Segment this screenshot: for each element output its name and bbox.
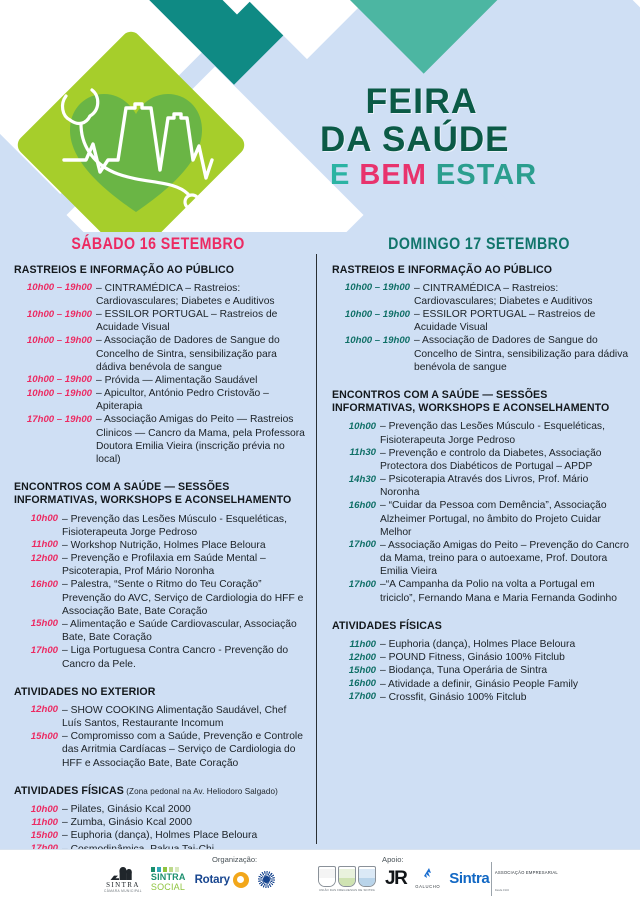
entry-time: 10h00 – 19h00 [26, 334, 92, 346]
schedule-entry [14, 730, 308, 770]
entry-time: 15h00 [30, 829, 58, 841]
entry-time: 11h00 [31, 539, 58, 551]
schedule-entry [332, 447, 630, 473]
sintra-palace-icon [110, 866, 136, 882]
schedule-entry [14, 829, 308, 842]
entry-description: – Associação Amigas do Peito — Rastreios Clinicos — Cancro da Mama, pela Professora Doutora Emilia Vieira (inscrição prévia no local) [96, 414, 305, 465]
entry-time: 10h00 – 19h00 [344, 334, 410, 346]
schedule-entry [332, 691, 630, 704]
galucho-mark-icon [421, 868, 435, 884]
entry-description: – Prevenção e controlo da Diabetes, Associação Protectora dos Diabéticos de Portugal – APDP [380, 447, 602, 472]
logo-rotary [195, 872, 249, 888]
entry-description: –“A Campanha da Polio na volta a Portugal em triciclo”, Fernando Mana e Maria Fernanda Godinho [380, 579, 617, 604]
crest-row [318, 866, 376, 887]
entry-time: 10h00 – 19h00 [344, 282, 410, 294]
entry-time: 15h00 [30, 618, 58, 630]
footer [0, 849, 640, 906]
galucho-text: GALUCHO [415, 884, 441, 890]
schedule-entry [14, 513, 308, 539]
schedule-entry [332, 499, 630, 539]
entry-time: 10h00 [30, 513, 58, 525]
saturday-heading: SÁBADO 16 SETEMBRO [71, 235, 245, 253]
schedule-entry [14, 552, 308, 578]
schedule-entry [332, 638, 630, 651]
logo-galucho [415, 868, 440, 889]
sunday-heading: DOMINGO 17 SETEMBRO [388, 235, 570, 253]
schedule-entry [332, 664, 630, 677]
entry-description: – Workshop Nutrição, Holmes Place Beloura [62, 539, 266, 551]
logo-jr [385, 868, 406, 890]
schedule-entry [332, 334, 630, 374]
schedule-entry [14, 413, 308, 466]
sintra-empresarial-subtext [491, 862, 558, 896]
entry-description: – POUND Fitness, Ginásio 100% Fitclub [380, 652, 565, 664]
schedule-entry [14, 282, 308, 308]
entry-description: – Prevenção das Lesões Músculo - Esqueléticas, Fisioterapeuta Jorge Pedroso [380, 421, 605, 446]
schedule-entry [14, 334, 308, 374]
logo-rotaract-burst [258, 871, 275, 888]
entry-time: 16h00 [348, 678, 376, 690]
starburst-icon [258, 871, 275, 888]
saturday-column [0, 232, 316, 856]
column-divider [316, 254, 317, 844]
entry-description: – Associação de Dadores de Sangue do Concelho de Sintra, sensibilização para dádiva benévola de sangue [96, 335, 280, 373]
entry-time: 15h00 [30, 730, 58, 742]
poster-title [320, 84, 620, 190]
supporter-logos [318, 862, 558, 896]
entry-time: 15h00 [348, 664, 376, 676]
entry-time: 10h00 – 19h00 [26, 282, 92, 294]
apoio-label: Apoio: [382, 855, 404, 864]
entry-time: 12h00 [30, 704, 58, 716]
entry-time: 10h00 [348, 420, 376, 432]
entry-description: – CINTRAMÉDICA – Rastreios: Cardiovasculares; Diabetes e Auditivos [414, 282, 593, 307]
entry-description: – Compromisso com a Saúde, Prevenção e Controle das Arritmia Cardíacas – Serviço de Cardiologia do HFF e Associação Bate, Bate Coração [62, 731, 303, 769]
logo-uniao-freguesias-sintra [318, 866, 376, 891]
section-title: ENCONTROS COM A SAÚDE — SESSÕES INFORMATIVAS, WORKSHOPS E ACONSELHAMENTO [332, 388, 610, 415]
schedule-entry [332, 282, 630, 308]
title-word-estar: ESTAR [435, 159, 538, 191]
schedule-entry [14, 374, 308, 387]
entry-description: – Associação Amigas do Peito – Prevenção do Cancro da Mama, treino para o autoexame, Prof. Doutora Emilia Vieira [380, 539, 629, 578]
entry-description: – Palestra, “Sente o Ritmo do Teu Coração” Prevenção do AVC, Serviço de Cardiologia do HFF e Associação Bate, Bate Coração [62, 579, 304, 617]
title-word-bem: BEM [359, 159, 427, 191]
sunday-sections [318, 264, 640, 704]
entry-time: 10h00 – 19h00 [26, 387, 92, 399]
sintra-empresarial-name: Sintra [449, 870, 490, 888]
schedule-entry [14, 803, 308, 816]
saturday-sections [0, 264, 316, 856]
sintra-social-squares-icon [151, 867, 180, 872]
crest-icon-3 [358, 866, 376, 887]
schedule-entry [332, 578, 630, 604]
entry-description: – Prevenção e Profilaxia em Saúde Mental – Psicoterapia, Prof Mário Noronha [62, 553, 266, 578]
entry-description: – Apicultor, António Pedro Cristovão – Apiterapia [96, 388, 269, 413]
section-title: ATIVIDADES FÍSICAS [332, 619, 442, 632]
entry-time: 16h00 [348, 499, 376, 511]
crest-icon-1 [318, 866, 336, 887]
logo-camara-municipal-sintra [104, 866, 142, 893]
entry-description: – Crossfit, Ginásio 100% Fitclub [380, 691, 527, 703]
logo-sintra-associacao-empresarial [449, 862, 558, 896]
entry-time: 17h00 [348, 539, 376, 551]
entry-description: – Euphoria (dança), Holmes Place Beloura [380, 639, 576, 651]
crest-icon-2 [338, 866, 356, 887]
section-title: ATIVIDADES NO EXTERIOR [14, 685, 156, 698]
entry-time: 11h00 [349, 638, 376, 650]
title-line-3 [330, 161, 620, 190]
entry-description: – CINTRAMÉDICA – Rastreios: Cardiovasculares; Diabetes e Auditivos [96, 282, 275, 307]
sunday-column [318, 232, 640, 704]
schedule-entry [14, 308, 308, 334]
schedule-entry [332, 420, 630, 446]
entry-description: – “Cuidar da Pessoa com Demência”, Associação Alzheimer Portugal, no âmbito do Projeto Cuidar Melhor [380, 500, 607, 538]
sintra-social-line2: SOCIAL [150, 881, 186, 892]
logo-camara-municipal-text: CÂMARA MUNICIPAL [104, 889, 142, 893]
entry-time: 11h00 [31, 816, 58, 828]
sintra-empresarial-line3: Desde 1943 [494, 888, 509, 892]
entry-description: – ESSILOR PORTUGAL – Rastreios de Acuidade Visual [96, 309, 278, 334]
entry-time: 16h00 [30, 578, 58, 590]
entry-description: – Biodança, Tuna Operária de Sintra [380, 665, 548, 677]
schedule-entry [332, 539, 630, 579]
entry-time: 17h00 [348, 578, 376, 590]
sintra-empresarial-line2: ASSOCIAÇÃO EMPRESARIAL [494, 870, 558, 875]
rotary-wheel-icon [233, 872, 249, 888]
schedule-columns [0, 232, 640, 852]
schedule-entry [332, 651, 630, 664]
sintra-social-line1: SINTRA [150, 872, 186, 883]
title-line-2: DA SAÚDE [320, 120, 510, 159]
logo-sintra-text: SINTRA [106, 881, 140, 889]
entry-description: – Euphoria (dança), Holmes Place Beloura [62, 830, 258, 842]
section-note: (Zona pedonal na Av. Heliodoro Salgado) [123, 786, 278, 796]
entry-time: 17h00 [30, 644, 58, 656]
entry-description: – Prevenção das Lesões Músculo - Esqueléticas, Fisioterapeuta Jorge Pedroso [62, 513, 287, 538]
entry-time: 12h00 [348, 651, 376, 663]
jr-text: JR [385, 867, 407, 889]
logo-sintra-social [151, 867, 186, 892]
section-title: RASTREIOS E INFORMAÇÃO AO PÚBLICO [332, 263, 553, 276]
schedule-entry [14, 816, 308, 829]
schedule-entry [332, 308, 630, 334]
entry-time: 14h30 [348, 473, 376, 485]
heart-graphic [56, 74, 216, 224]
entry-time: 10h00 [30, 803, 58, 815]
schedule-entry [332, 473, 630, 499]
uniao-freguesias-caption: UNIÃO DAS FREGUESIAS DE SINTRA [319, 887, 375, 892]
section-title: ENCONTROS COM A SAÚDE — SESSÕES INFORMATIVAS, WORKSHOPS E ACONSELHAMENTO [14, 481, 292, 507]
title-line-1: FEIRA [365, 82, 478, 121]
title-word-e: E [330, 159, 351, 191]
entry-description: – Alimentação e Saúde Cardiovascular, Associação Bate, Bate Coração [62, 618, 297, 644]
entry-time: 10h00 – 19h00 [344, 308, 410, 320]
schedule-entry [14, 578, 308, 618]
entry-description: – Pilates, Ginásio Kcal 2000 [62, 804, 191, 815]
schedule-entry [14, 644, 308, 670]
section-title: ATIVIDADES FÍSICAS (Zona pedonal na Av. Heliodoro Salgado) [14, 784, 278, 797]
hero-banner [0, 0, 640, 232]
entry-description: – ESSILOR PORTUGAL – Rastreios de Acuidade Visual [414, 309, 596, 334]
schedule-entry [332, 678, 630, 691]
schedule-entry [14, 618, 308, 644]
entry-time: 17h00 [348, 691, 376, 703]
entry-time: 17h00 – 19h00 [26, 413, 92, 425]
entry-description: – SHOW COOKING Alimentação Saudável, Chef Luís Santos, Restaurante Incomum [62, 704, 287, 730]
organizer-logos [104, 866, 275, 893]
entry-time: 11h30 [349, 447, 376, 459]
rotary-text: Rotary [194, 873, 230, 886]
section-title: RASTREIOS E INFORMAÇÃO AO PÚBLICO [14, 263, 235, 276]
schedule-entry [14, 539, 308, 552]
entry-description: – Zumba, Ginásio Kcal 2000 [62, 817, 192, 829]
schedule-entry [14, 387, 308, 413]
entry-description: – Liga Portuguesa Contra Cancro - Prevenção do Cancro da Pele. [62, 645, 289, 670]
entry-description: – Próvida — Alimentação Saudável [96, 374, 258, 386]
entry-time: 10h00 – 19h00 [26, 308, 92, 320]
entry-time: 12h00 [30, 552, 58, 564]
entry-description: – Associação de Dadores de Sangue do Concelho de Sintra, sensibilização para dádiva benévola de sangue [414, 335, 629, 373]
entry-description: – Psicoterapia Através dos Livros, Prof. Mário Noronha [380, 474, 589, 499]
entry-time: 10h00 – 19h00 [26, 374, 92, 386]
entry-description: – Atividade a definir, Ginásio People Family [380, 678, 579, 690]
schedule-entry [14, 704, 308, 730]
organizacao-label: Organização: [212, 855, 258, 864]
